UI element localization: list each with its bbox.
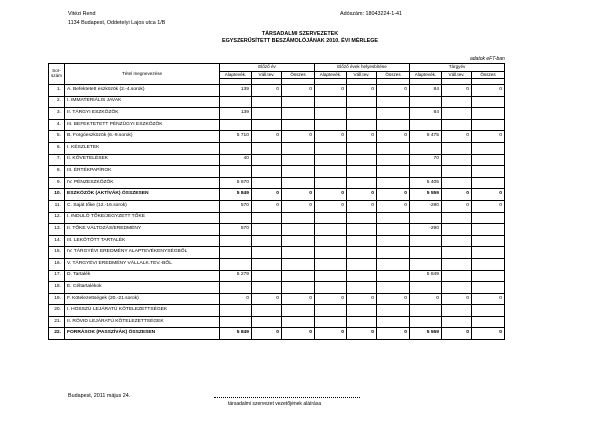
row-value bbox=[282, 316, 315, 328]
row-value bbox=[315, 247, 347, 259]
row-value bbox=[377, 224, 410, 236]
row-value bbox=[442, 305, 472, 317]
row-value bbox=[220, 212, 252, 224]
row-value bbox=[315, 258, 347, 270]
row-value bbox=[472, 108, 505, 120]
row-value: 40 bbox=[220, 154, 252, 166]
row-value bbox=[377, 154, 410, 166]
row-value bbox=[252, 282, 282, 294]
row-value: 0 bbox=[347, 200, 377, 212]
header-sorszam: Sor- szám bbox=[49, 64, 65, 85]
row-value bbox=[282, 212, 315, 224]
row-value bbox=[442, 316, 472, 328]
row-value: 0 bbox=[377, 131, 410, 143]
row-number: 9. bbox=[49, 177, 65, 189]
row-value bbox=[315, 154, 347, 166]
row-value: 0 bbox=[315, 85, 347, 97]
row-value bbox=[442, 119, 472, 131]
row-value bbox=[220, 166, 252, 178]
row-value bbox=[377, 166, 410, 178]
row-value: 0 bbox=[347, 131, 377, 143]
row-value bbox=[252, 270, 282, 282]
row-value bbox=[442, 282, 472, 294]
row-number: 12. bbox=[49, 212, 65, 224]
row-value bbox=[282, 258, 315, 270]
table-row bbox=[49, 200, 505, 212]
row-value bbox=[442, 166, 472, 178]
row-value: 5 475 bbox=[410, 131, 442, 143]
row-value bbox=[472, 177, 505, 189]
row-value bbox=[377, 258, 410, 270]
row-value: 0 bbox=[472, 189, 505, 201]
signature-caption: társadalmi szervezet vezetőjének aláírása bbox=[228, 401, 322, 407]
row-value bbox=[347, 224, 377, 236]
row-value: 0 bbox=[377, 328, 410, 340]
row-value: 0 bbox=[377, 200, 410, 212]
row-value bbox=[220, 96, 252, 108]
row-value bbox=[282, 270, 315, 282]
table-row bbox=[49, 316, 505, 328]
row-label: I. KÉSZLETEK bbox=[65, 142, 220, 154]
row-value: 0 bbox=[442, 131, 472, 143]
table-row bbox=[49, 166, 505, 178]
row-value bbox=[377, 235, 410, 247]
row-label: IV. PÉNZESZKÖZÖK bbox=[65, 177, 220, 189]
row-value bbox=[315, 142, 347, 154]
row-number: 10. bbox=[49, 189, 65, 201]
row-value bbox=[377, 177, 410, 189]
row-value bbox=[282, 96, 315, 108]
row-value bbox=[220, 316, 252, 328]
row-value bbox=[282, 235, 315, 247]
row-value bbox=[252, 119, 282, 131]
row-value bbox=[315, 316, 347, 328]
row-value bbox=[472, 212, 505, 224]
row-value bbox=[377, 96, 410, 108]
row-value bbox=[252, 316, 282, 328]
row-label: III. BEFEKTETETT PÉNZÜGYI ESZKÖZÖK bbox=[65, 119, 220, 131]
row-value bbox=[347, 166, 377, 178]
row-value bbox=[220, 235, 252, 247]
row-value bbox=[315, 166, 347, 178]
row-value bbox=[442, 270, 472, 282]
header-sub-alap: Alaptevék. bbox=[220, 72, 252, 79]
units-note: adatok eFT-ban bbox=[470, 56, 505, 62]
org-address: 1134 Budapest, Oddetelyi Lajos utca 1/B bbox=[68, 20, 166, 26]
row-value bbox=[410, 305, 442, 317]
row-value bbox=[347, 142, 377, 154]
row-value: 0 bbox=[252, 293, 282, 305]
header-group-prev: Előző év bbox=[220, 64, 315, 72]
row-label: III. ÉRTÉKPAPÍROK bbox=[65, 166, 220, 178]
row-value: 570 bbox=[220, 200, 252, 212]
row-value bbox=[410, 282, 442, 294]
row-value: 0 bbox=[442, 189, 472, 201]
row-label: A. Befektetett eszközök (2.-4.sorok) bbox=[65, 85, 220, 97]
row-value: 5 279 bbox=[220, 270, 252, 282]
table-row bbox=[49, 85, 505, 97]
row-label: II. KÖVETELÉSEK bbox=[65, 154, 220, 166]
row-value: 139 bbox=[220, 108, 252, 120]
row-value bbox=[347, 177, 377, 189]
row-value bbox=[315, 108, 347, 120]
row-number: 18. bbox=[49, 282, 65, 294]
row-value bbox=[442, 258, 472, 270]
row-value bbox=[347, 235, 377, 247]
row-value bbox=[315, 224, 347, 236]
row-value: 0 bbox=[472, 85, 505, 97]
balance-sheet-table bbox=[48, 63, 505, 340]
table-row bbox=[49, 224, 505, 236]
row-value bbox=[377, 247, 410, 259]
row-value: 5 559 bbox=[410, 189, 442, 201]
row-value bbox=[315, 270, 347, 282]
row-label: C. Saját tőke (12.-16.sorok) bbox=[65, 200, 220, 212]
header-item: Tétel megnevezése bbox=[65, 64, 220, 85]
row-value bbox=[252, 166, 282, 178]
row-value: 0 bbox=[442, 200, 472, 212]
row-value: 0 bbox=[282, 328, 315, 340]
row-value: 0 bbox=[282, 189, 315, 201]
table-row bbox=[49, 189, 505, 201]
row-value: 0 bbox=[347, 328, 377, 340]
row-value: 0 bbox=[315, 189, 347, 201]
row-value bbox=[347, 108, 377, 120]
row-number: 14. bbox=[49, 235, 65, 247]
row-label: I. INDULÓ TŐKE/JEGYZETT TŐKE bbox=[65, 212, 220, 224]
row-value: 0 bbox=[252, 328, 282, 340]
row-value: 0 bbox=[472, 328, 505, 340]
row-value bbox=[377, 316, 410, 328]
row-value: 0 bbox=[347, 189, 377, 201]
row-value bbox=[472, 305, 505, 317]
table-row bbox=[49, 270, 505, 282]
row-value: 0 bbox=[442, 293, 472, 305]
row-value bbox=[282, 247, 315, 259]
row-label: I. HOSSZÚ LEJÁRATÚ KÖTELEZETTSÉGEK bbox=[65, 305, 220, 317]
row-value bbox=[220, 119, 252, 131]
row-value bbox=[377, 270, 410, 282]
report-title-line1: TÁRSADALMI SZERVEZETEK bbox=[261, 31, 339, 37]
row-value bbox=[410, 212, 442, 224]
row-value: 5 710 bbox=[220, 131, 252, 143]
row-value bbox=[252, 247, 282, 259]
row-value bbox=[377, 212, 410, 224]
row-value: 0 bbox=[377, 293, 410, 305]
row-value bbox=[472, 282, 505, 294]
table-row bbox=[49, 131, 505, 143]
row-value bbox=[252, 108, 282, 120]
row-number: 4. bbox=[49, 119, 65, 131]
row-label: FORRÁSOK (PASSZÍVÁK) ÖSSZESEN bbox=[65, 328, 220, 340]
row-value: 139 bbox=[220, 85, 252, 97]
row-value bbox=[377, 142, 410, 154]
row-value bbox=[282, 119, 315, 131]
row-value bbox=[282, 305, 315, 317]
row-value: 5 849 bbox=[410, 270, 442, 282]
row-value bbox=[472, 316, 505, 328]
row-value bbox=[410, 247, 442, 259]
row-value bbox=[315, 96, 347, 108]
row-number: 13. bbox=[49, 224, 65, 236]
row-value: 0 bbox=[442, 85, 472, 97]
row-label: F. Kötelezettségek (20.-21.sorok) bbox=[65, 293, 220, 305]
header-sub-vall: Váll.tev. bbox=[347, 72, 377, 79]
row-value bbox=[347, 212, 377, 224]
row-value: 0 bbox=[472, 293, 505, 305]
header-sub-alap: Alaptevék. bbox=[410, 72, 442, 79]
row-value bbox=[472, 142, 505, 154]
row-value bbox=[410, 258, 442, 270]
table-row bbox=[49, 177, 505, 189]
row-value: -290 bbox=[410, 200, 442, 212]
row-label: II. TÁRGYI ESZKÖZÖK bbox=[65, 108, 220, 120]
row-value: 570 bbox=[220, 224, 252, 236]
row-value bbox=[282, 142, 315, 154]
row-label: B. Forgóeszközök (6.-9.sorok) bbox=[65, 131, 220, 143]
row-value bbox=[282, 177, 315, 189]
table-row bbox=[49, 258, 505, 270]
row-value: 0 bbox=[252, 189, 282, 201]
row-label: II. TŐKE VÁLTOZÁS/EREDMÉNY bbox=[65, 224, 220, 236]
header-sub-ossz: Összes bbox=[282, 72, 315, 79]
signature-line bbox=[214, 397, 360, 398]
row-value: 84 bbox=[410, 108, 442, 120]
row-value: 0 bbox=[252, 200, 282, 212]
row-value bbox=[220, 142, 252, 154]
row-value: 0 bbox=[377, 189, 410, 201]
row-label: III. LEKÖTÖTT TARTALÉK bbox=[65, 235, 220, 247]
row-label: E. Céltartalékok bbox=[65, 282, 220, 294]
row-value bbox=[347, 154, 377, 166]
table-row bbox=[49, 96, 505, 108]
table-row bbox=[49, 305, 505, 317]
row-value bbox=[377, 305, 410, 317]
row-number: 2. bbox=[49, 96, 65, 108]
org-name: Vitézi Rend bbox=[68, 11, 96, 17]
row-value bbox=[472, 154, 505, 166]
row-label: I. IMMATERIÁLIS JAVAK bbox=[65, 96, 220, 108]
row-number: 5. bbox=[49, 131, 65, 143]
row-value bbox=[315, 177, 347, 189]
row-value: 0 bbox=[282, 200, 315, 212]
row-value: 0 bbox=[252, 131, 282, 143]
row-value: 5 405 bbox=[410, 177, 442, 189]
row-value bbox=[347, 96, 377, 108]
table-row bbox=[49, 142, 505, 154]
row-value bbox=[472, 258, 505, 270]
row-value bbox=[252, 212, 282, 224]
row-number: 3. bbox=[49, 108, 65, 120]
row-number: 1. bbox=[49, 85, 65, 97]
row-value bbox=[442, 212, 472, 224]
row-value bbox=[252, 258, 282, 270]
row-value: 0 bbox=[315, 328, 347, 340]
row-value bbox=[472, 96, 505, 108]
row-value bbox=[347, 282, 377, 294]
header-group-curr: Tárgyév bbox=[410, 64, 505, 72]
row-value bbox=[347, 316, 377, 328]
row-value: 0 bbox=[442, 328, 472, 340]
row-label: IV. TÁRGYÉVI EREDMÉNY ALAPTEVÉKENYSÉGBŐL bbox=[65, 247, 220, 259]
row-value: 0 bbox=[315, 131, 347, 143]
row-value bbox=[472, 119, 505, 131]
row-value bbox=[282, 282, 315, 294]
header-sub-ossz: Összes bbox=[472, 72, 505, 79]
row-label: V. TÁRGYÉVI EREDMÉNY VÁLLALK.TEV.-BŐL bbox=[65, 258, 220, 270]
row-value bbox=[472, 166, 505, 178]
row-value bbox=[252, 177, 282, 189]
table-body bbox=[49, 85, 505, 340]
row-value bbox=[442, 96, 472, 108]
row-number: 21. bbox=[49, 316, 65, 328]
table-row bbox=[49, 235, 505, 247]
row-value: 0 bbox=[282, 85, 315, 97]
row-number: 6. bbox=[49, 142, 65, 154]
row-value bbox=[442, 154, 472, 166]
row-value bbox=[347, 305, 377, 317]
row-label: ESZKÖZÖK (AKTÍVÁK) ÖSSZESEN bbox=[65, 189, 220, 201]
row-value bbox=[252, 305, 282, 317]
table-row bbox=[49, 328, 505, 340]
table-row bbox=[49, 108, 505, 120]
row-value bbox=[347, 270, 377, 282]
row-value: 0 bbox=[315, 293, 347, 305]
row-value bbox=[315, 119, 347, 131]
row-value bbox=[442, 108, 472, 120]
row-value bbox=[252, 154, 282, 166]
row-value bbox=[377, 119, 410, 131]
row-value bbox=[410, 316, 442, 328]
row-value bbox=[315, 212, 347, 224]
row-value bbox=[442, 224, 472, 236]
row-value: -290 bbox=[410, 224, 442, 236]
row-value bbox=[472, 235, 505, 247]
row-number: 20. bbox=[49, 305, 65, 317]
row-number: 17. bbox=[49, 270, 65, 282]
table-row bbox=[49, 293, 505, 305]
row-value: 0 bbox=[282, 131, 315, 143]
row-value: 0 bbox=[315, 200, 347, 212]
row-value bbox=[377, 108, 410, 120]
row-value bbox=[220, 247, 252, 259]
table-row bbox=[49, 119, 505, 131]
header-group-corr: Előző évek helyesbítése bbox=[315, 64, 410, 72]
row-number: 19. bbox=[49, 293, 65, 305]
row-value bbox=[472, 270, 505, 282]
row-value bbox=[472, 224, 505, 236]
table-row bbox=[49, 247, 505, 259]
row-value bbox=[410, 166, 442, 178]
header-sub-ossz: Összes bbox=[377, 72, 410, 79]
row-value: 0 bbox=[472, 200, 505, 212]
row-value bbox=[220, 305, 252, 317]
row-value bbox=[315, 282, 347, 294]
row-value bbox=[410, 235, 442, 247]
row-value: 0 bbox=[347, 85, 377, 97]
row-value bbox=[252, 142, 282, 154]
row-value: 5 559 bbox=[410, 328, 442, 340]
row-value bbox=[252, 235, 282, 247]
row-value: 0 bbox=[282, 293, 315, 305]
header-sub-alap: Alaptevék. bbox=[315, 72, 347, 79]
place-date: Budapest, 2011 május 24. bbox=[68, 393, 131, 399]
row-value bbox=[347, 258, 377, 270]
row-value bbox=[472, 247, 505, 259]
table-row bbox=[49, 154, 505, 166]
row-value bbox=[442, 177, 472, 189]
row-value bbox=[282, 108, 315, 120]
row-value bbox=[252, 224, 282, 236]
table-row bbox=[49, 212, 505, 224]
row-value: 0 bbox=[252, 85, 282, 97]
row-value bbox=[220, 282, 252, 294]
row-value: 0 bbox=[472, 131, 505, 143]
row-value bbox=[315, 235, 347, 247]
row-value bbox=[282, 166, 315, 178]
row-number: 15. bbox=[49, 247, 65, 259]
row-number: 16. bbox=[49, 258, 65, 270]
row-number: 11. bbox=[49, 200, 65, 212]
row-value bbox=[442, 142, 472, 154]
row-value bbox=[410, 142, 442, 154]
row-value bbox=[315, 305, 347, 317]
row-value bbox=[282, 224, 315, 236]
row-value bbox=[347, 119, 377, 131]
row-value bbox=[347, 247, 377, 259]
row-value: 0 bbox=[220, 293, 252, 305]
row-value: 5 670 bbox=[220, 177, 252, 189]
row-label: II. RÖVID LEJÁRATÚ KÖTELEZETTSÉGEK bbox=[65, 316, 220, 328]
row-value bbox=[220, 258, 252, 270]
row-number: 7. bbox=[49, 154, 65, 166]
row-value: 5 849 bbox=[220, 189, 252, 201]
header-sub-vall: Váll.tev. bbox=[252, 72, 282, 79]
row-value: 0 bbox=[377, 85, 410, 97]
row-value bbox=[252, 96, 282, 108]
row-value: 70 bbox=[410, 154, 442, 166]
tax-number: Adószám: 18043224-1-41 bbox=[340, 11, 403, 17]
row-value bbox=[410, 119, 442, 131]
table-row bbox=[49, 282, 505, 294]
row-value: 0 bbox=[410, 293, 442, 305]
row-value bbox=[442, 247, 472, 259]
row-value bbox=[442, 235, 472, 247]
row-value: 0 bbox=[347, 293, 377, 305]
row-number: 8. bbox=[49, 166, 65, 178]
row-number: 22. bbox=[49, 328, 65, 340]
report-title-line2: EGYSZERŰSÍTETT BESZÁMOLÓJÁNAK 2010. ÉVI MÉRLEGE bbox=[221, 38, 379, 44]
row-value bbox=[377, 282, 410, 294]
header-sub-vall: Váll.tev. bbox=[442, 72, 472, 79]
row-value: 5 849 bbox=[220, 328, 252, 340]
row-label: D. Tartalék bbox=[65, 270, 220, 282]
row-value bbox=[410, 96, 442, 108]
row-value bbox=[282, 154, 315, 166]
row-value: 84 bbox=[410, 85, 442, 97]
